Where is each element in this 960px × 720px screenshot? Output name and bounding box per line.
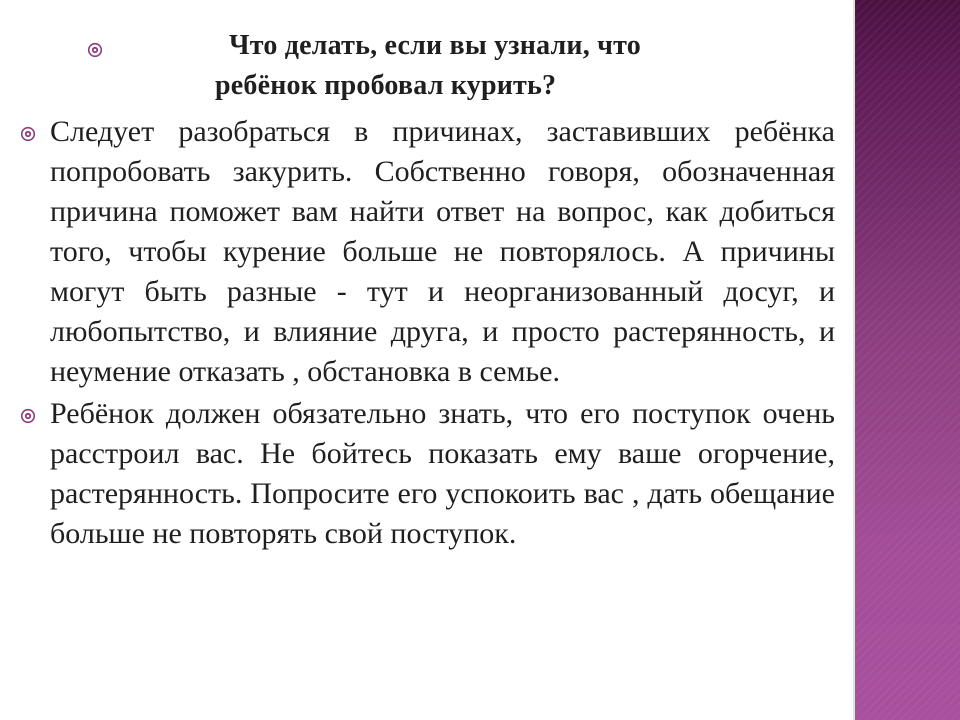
bullet-paragraph-1-text: Следует разобраться в причинах, заставивших ребёнка попробовать закурить. Собственно говоря, обозначенная причина поможет вам найти ответ на вопрос, как добиться того, чтобы курение больше не повторялось. А причины могут быть разные - тут и неорганизованный досуг, и любопытство, и влияние друга, и просто растерянность, и неумение отказать , обстановка в семье.	[50, 115, 835, 388]
slide-title	[215, 26, 815, 106]
target-bullet-icon	[87, 42, 103, 58]
slide-title-line-1: Что делать, если вы узнали, что	[229, 30, 641, 61]
slide-title-line-2: ребёнок пробовал курить?	[215, 70, 557, 101]
target-bullet-icon	[20, 126, 36, 142]
bullet-paragraph-2	[50, 394, 835, 554]
target-bullet-icon	[20, 408, 36, 424]
bullet-paragraph-1	[50, 112, 835, 392]
slide-content	[50, 112, 835, 554]
decorative-side-band	[855, 0, 960, 720]
bullet-paragraph-2-text: Ребёнок должен обязательно знать, что его поступок очень расстроил вас. Не бойтесь показать ему ваше огорчение, растерянность. Попросите его успокоить вас , дать обещание больше не повторять свой поступок.	[50, 397, 835, 550]
